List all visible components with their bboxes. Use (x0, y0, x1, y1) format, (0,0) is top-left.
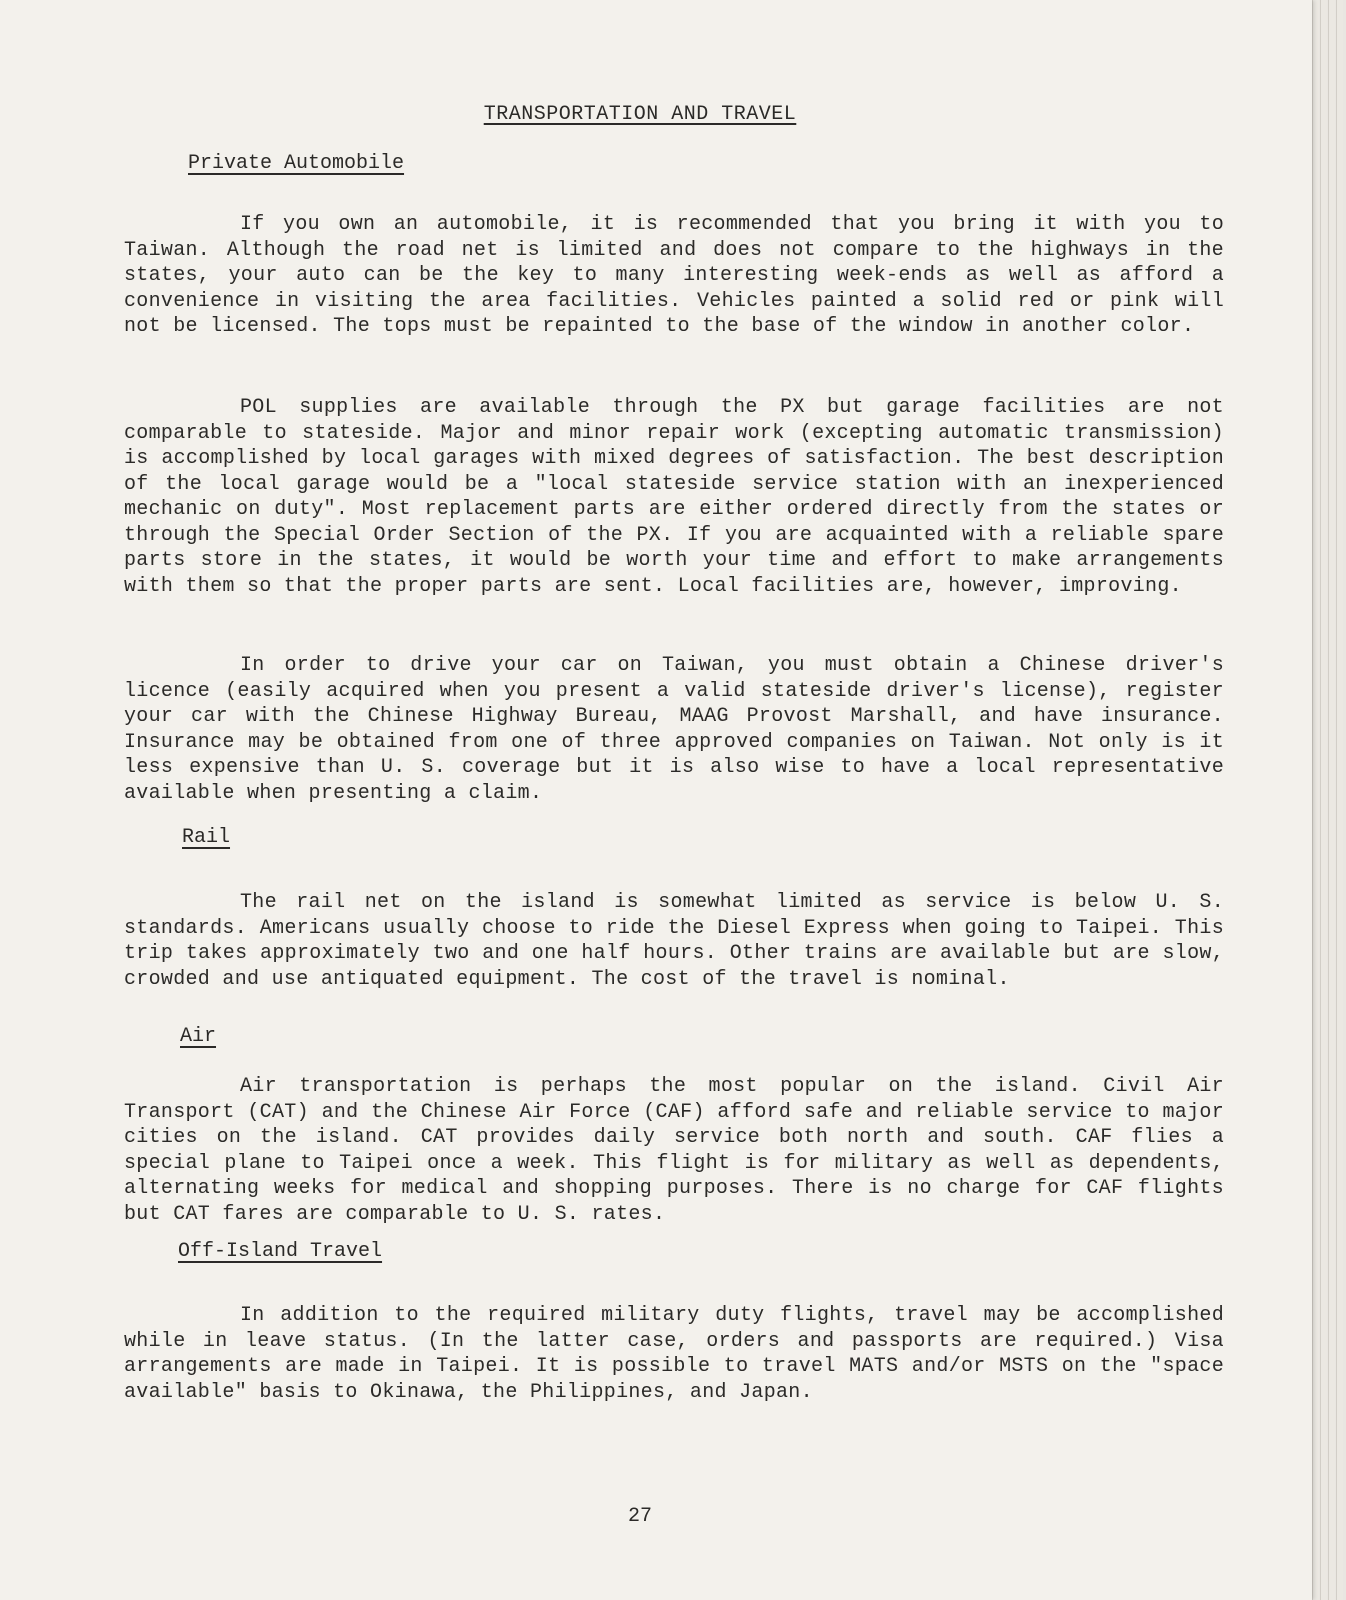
section-body-private-automobile-2 (124, 395, 1224, 599)
section-heading-rail: Rail (182, 826, 231, 849)
section-body-private-automobile-3 (124, 653, 1224, 806)
page-title-text: TRANSPORTATION AND TRAVEL (483, 103, 797, 126)
paragraph: The rail net on the island is somewhat limited as service is below U. S. standards. Americans usually choose to ride the Diesel Express when going to Taipei. This trip takes approximately two and one half hours. Other trains are available but are slow, crowded and use antiquated equipment. The cost of the travel is nominal. (124, 891, 1224, 991)
page-number: 27 (627, 1505, 652, 1528)
paragraph: If you own an automobile, it is recommended that you bring it with you to Taiwan. Although the road net is limited and does not compare to the highways in the states, your auto can be the key to many interesting week-ends as well as afford a convenience in visiting the area facilities. Vehicles painted a solid red or pink will not be licensed. The tops must be repainted to the base of the window in another color. (124, 213, 1224, 338)
page-edge-1 (1312, 0, 1319, 1600)
page-edge-4 (1336, 0, 1343, 1600)
section-body-rail (124, 890, 1224, 992)
section-heading-air: Air (180, 1025, 217, 1048)
page-edge-2 (1320, 0, 1327, 1600)
section-heading-off-island-travel: Off-Island Travel (178, 1240, 383, 1263)
paragraph: POL supplies are available through the PX but garage facilities are not comparable to stateside. Major and minor repair work (excepting automatic transmission) is accomplished by local garages with mixed degrees of satisfaction. The best description of the local garage would be a "local stateside service station with an inexperienced mechanic on duty". Most replacement parts are either ordered directly from the states or through the Special Order Section of the PX. If you are acquainted with a reliable spare parts store in the states, it would be worth your time and effort to make arrangements with them so that the proper parts are sent. Local facilities are, however, improving. (124, 396, 1224, 598)
page-title (0, 103, 1280, 126)
section-body-air (124, 1074, 1224, 1227)
section-body-private-automobile (124, 212, 1224, 340)
section-heading-private-automobile: Private Automobile (188, 152, 405, 175)
page-edge-3 (1328, 0, 1335, 1600)
paragraph: In order to drive your car on Taiwan, you must obtain a Chinese driver's licence (easily acquired when you present a valid stateside driver's license), register your car with the Chinese Highway Bureau, MAAG Provost Marshall, and have insurance. Insurance may be obtained from one of three approved companies on Taiwan. Not only is it less expensive than U. S. coverage but it is also wise to have a local representative available when presenting a claim. (124, 654, 1224, 805)
section-body-off-island-travel (124, 1303, 1224, 1405)
paragraph: Air transportation is perhaps the most popular on the island. Civil Air Transport (CAT) and the Chinese Air Force (CAF) afford safe and reliable service to major cities on the island. CAT provides daily service both north and south. CAF flies a special plane to Taipei once a week. This flight is for military as well as dependents, alternating weeks for medical and shopping purposes. There is no charge for CAF flights but CAT fares are comparable to U. S. rates. (124, 1075, 1224, 1226)
paragraph: In addition to the required military duty flights, travel may be accomplished while in leave status. (In the latter case, orders and passports are required.) Visa arrangements are made in Taipei. It is possible to travel MATS and/or MSTS on the "space available" basis to Okinawa, the Philippines, and Japan. (124, 1304, 1224, 1404)
